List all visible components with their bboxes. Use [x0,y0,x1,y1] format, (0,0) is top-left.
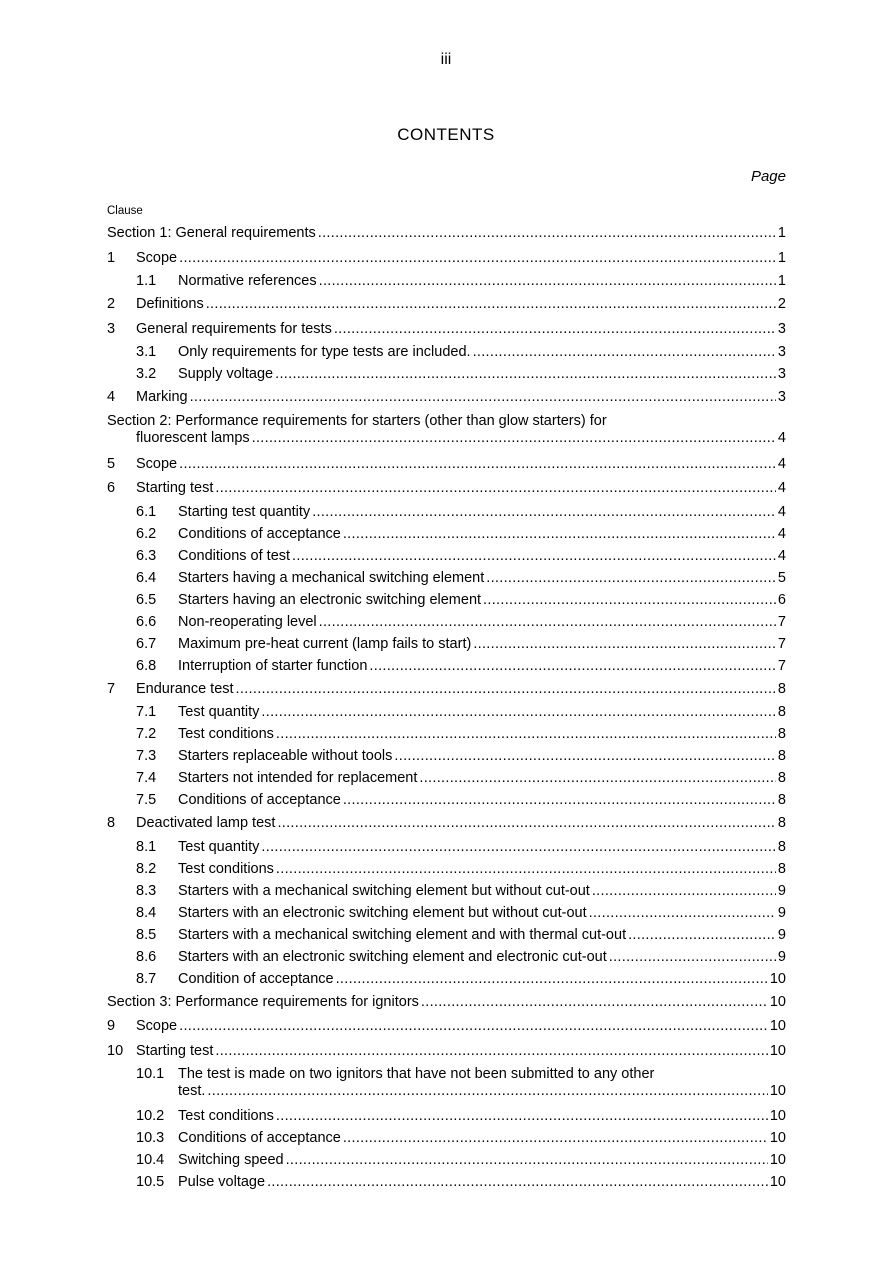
toc-entry[interactable] [107,363,786,385]
toc-page-number: 8 [777,726,786,742]
toc-page-number: 10 [769,1174,786,1190]
dot-leader [276,1105,768,1127]
toc-clause-number: 10.1 [136,1066,165,1082]
toc-page-number: 10 [769,1130,786,1146]
toc-clause-number: 10.4 [136,1152,165,1168]
toc-entry[interactable] [107,1149,786,1171]
toc-page-number: 8 [777,680,786,697]
toc-entry[interactable] [107,968,786,990]
toc-clause-title: Pulse voltage [178,1174,266,1190]
toc-clause-number: 6.4 [136,569,157,586]
toc-clause-number: 8.1 [136,838,157,855]
toc-page-number: 10 [769,970,786,987]
toc-page-number: 10 [769,1042,786,1059]
dot-leader [343,1127,768,1149]
toc-clause-title: Starters replaceable without tools [178,748,393,764]
toc-entry[interactable] [107,677,786,702]
page-title: CONTENTS [397,125,495,144]
dot-leader [394,745,776,767]
toc-clause-title: Interruption of starter function [178,657,368,674]
toc-page-number: 3 [777,366,786,382]
toc-entry[interactable] [107,270,786,292]
toc-clause-title: Conditions of acceptance [178,792,341,808]
toc-entry[interactable] [107,723,786,745]
dot-leader [319,270,776,292]
toc-clause-number: 7.2 [136,726,157,742]
toc-entry[interactable] [107,902,786,924]
toc-entry[interactable] [107,589,786,611]
dot-leader [277,811,775,836]
toc-clause-number: 6.1 [136,503,157,520]
toc-page-number: 9 [777,904,786,921]
toc-entry[interactable] [107,341,786,363]
toc-clause-number: 7.1 [136,704,157,720]
toc-page-number: 1 [777,273,786,289]
toc-clause-title: Scope [136,455,178,472]
toc-page-number: 10 [769,1152,786,1168]
toc-entry[interactable] [107,1105,786,1127]
toc-clause-title: Test quantity [178,704,260,720]
toc-page-number: 7 [777,613,786,630]
toc-entry[interactable] [107,567,786,589]
toc-clause-title: Deactivated lamp test [136,815,276,831]
toc-clause-number: 8.7 [136,970,157,987]
toc-entry[interactable] [107,1127,786,1149]
dot-leader [215,476,776,501]
toc-entry[interactable] [107,1171,786,1193]
toc-entry[interactable] [107,990,786,1015]
toc-page-number: 7 [777,635,786,652]
toc-entry[interactable] [107,946,786,968]
dot-leader [312,501,776,523]
dot-leader [369,655,776,677]
toc-entry[interactable] [107,836,786,858]
toc-page-number: 4 [777,547,786,564]
dot-leader [473,341,776,363]
dot-leader [276,858,776,880]
dot-leader [261,836,776,858]
toc-section-title-cont: fluorescent lamps [136,429,250,446]
toc-clause-title: Definitions [136,296,204,312]
toc-section-title: Section 1: General requirements [107,225,316,241]
toc-clause-title: Starters with a mechanical switching element and with thermal cut-out [178,926,627,943]
toc-entry[interactable] [107,858,786,880]
dot-leader [486,567,776,589]
toc-clause-title: Starters with an electronic switching element and electronic cut-out [178,948,607,965]
dot-leader [609,946,776,968]
toc-clause-title-cont: test. [178,1083,206,1099]
toc-entry[interactable] [107,221,786,246]
toc-page-number: 4 [777,455,786,472]
toc-entry[interactable] [107,246,786,271]
toc-clause-title: Only requirements for type tests are included. [178,344,471,360]
toc-clause-number: 3 [107,320,116,337]
toc-clause-title: Starting test [136,480,214,496]
toc-entry[interactable] [107,611,786,633]
toc-page-number: 2 [777,296,786,312]
toc-clause-number: 6.7 [136,635,157,652]
dot-leader [343,789,776,811]
toc-clause-number: 6.5 [136,591,157,608]
toc-clause-title: Scope [136,1018,178,1034]
toc-clause-number: 10 [107,1042,124,1059]
toc-clause-number: 1 [107,249,116,266]
toc-clause-title: Non-reoperating level [178,613,317,630]
dot-leader [275,363,776,385]
table-of-contents [107,221,786,1193]
toc-clause-title: Starters with a mechanical switching element but without cut-out [178,882,590,899]
dot-leader [206,292,776,317]
toc-entry[interactable] [107,292,786,317]
dot-leader [419,767,776,789]
toc-clause-number: 8.3 [136,882,157,899]
toc-clause-number: 8.5 [136,926,157,943]
dot-leader [318,221,776,246]
toc-clause-title: The test is made on two ignitors that have not been submitted to any other [178,1066,655,1082]
toc-clause-number: 7.3 [136,748,157,764]
toc-clause-number: 7 [107,680,116,697]
toc-clause-title: Test conditions [178,726,274,742]
toc-entry[interactable] [107,655,786,677]
toc-page-number: 8 [777,770,786,786]
toc-clause-number: 7.4 [136,770,157,786]
toc-clause-number: 8.6 [136,948,157,965]
dot-leader [276,723,776,745]
dot-leader [286,1149,768,1171]
toc-entry[interactable] [107,924,786,946]
toc-clause-title: Switching speed [178,1152,284,1168]
toc-page-number: 5 [777,569,786,586]
toc-clause-number: 8.4 [136,904,157,921]
toc-entry[interactable] [107,1063,786,1105]
toc-entry[interactable] [107,385,786,410]
toc-clause-number: 4 [107,389,116,405]
toc-page-number: 9 [777,882,786,899]
toc-page-number: 8 [777,792,786,808]
toc-clause-title: Starters having an electronic switching element [178,591,482,608]
toc-entry[interactable] [107,501,786,523]
dot-leader [334,317,776,342]
toc-clause-title: Test conditions [178,860,274,877]
toc-clause-title: Condition of acceptance [178,970,334,987]
toc-entry[interactable] [107,545,786,567]
toc-page-number: 10 [769,1018,786,1034]
page-number-roman: iii [440,51,452,68]
toc-page-number: 9 [777,926,786,943]
toc-page-number: 3 [777,320,786,337]
toc-page-number: 7 [777,657,786,674]
toc-clause-number: 3.2 [136,366,157,382]
dot-leader [292,545,776,567]
toc-entry[interactable] [107,452,786,477]
dot-leader [190,385,776,410]
toc-entry[interactable] [107,1039,786,1064]
toc-page-number: 10 [769,993,786,1010]
toc-entry[interactable] [107,1014,786,1039]
toc-page-number: 8 [777,748,786,764]
toc-page-number: 4 [777,480,786,496]
dot-leader [628,924,776,946]
toc-clause-number: 8 [107,815,116,831]
toc-page-number: 1 [777,249,786,266]
toc-page-number: 10 [769,1108,786,1124]
toc-clause-number: 3.1 [136,344,157,360]
dot-leader [179,452,776,477]
toc-clause-title: Endurance test [136,680,234,697]
dot-leader [252,430,776,447]
toc-clause-title: Starting test quantity [178,503,311,520]
toc-clause-number: 6.2 [136,525,157,542]
toc-clause-number: 6.8 [136,657,157,674]
toc-clause-title: Starters not intended for replacement [178,770,418,786]
toc-section-title: Section 2: Performance requirements for starters (other than glow starters) for [107,412,607,429]
toc-clause-title: Scope [136,249,178,266]
toc-clause-title: Conditions of acceptance [178,1130,341,1146]
toc-clause-title: Normative references [178,273,317,289]
toc-page-number: 8 [777,838,786,855]
toc-clause-title: Marking [136,389,188,405]
toc-entry[interactable] [107,789,786,811]
toc-entry[interactable] [107,880,786,902]
dot-leader [179,1014,768,1039]
toc-clause-number: 10.5 [136,1174,165,1190]
toc-entry[interactable] [107,745,786,767]
toc-entry[interactable] [107,701,786,723]
dot-leader [483,589,776,611]
toc-page-number: 4 [777,503,786,520]
toc-clause-title: Starters having a mechanical switching element [178,569,485,586]
toc-page-number: 8 [777,815,786,831]
toc-entry[interactable] [107,767,786,789]
toc-entry[interactable] [107,476,786,501]
toc-page-number: 8 [777,860,786,877]
toc-page-number: 10 [769,1083,786,1099]
toc-page-number: 9 [777,948,786,965]
toc-clause-title: Conditions of acceptance [178,525,341,542]
toc-clause-title: Test quantity [178,838,260,855]
toc-clause-number: 7.5 [136,792,157,808]
toc-clause-title: General requirements for tests [136,320,332,337]
dot-leader [215,1039,767,1064]
dot-leader [592,880,776,902]
clause-column-label: Clause [107,205,143,217]
dot-leader [343,523,776,545]
toc-clause-number: 1.1 [136,273,157,289]
toc-clause-title: Conditions of test [178,547,291,564]
toc-page-number: 6 [777,591,786,608]
toc-entry[interactable] [107,633,786,655]
toc-clause-number: 10.3 [136,1130,165,1146]
toc-page-number: 8 [777,704,786,720]
toc-entry[interactable] [107,811,786,836]
toc-clause-number: 9 [107,1018,116,1034]
toc-clause-number: 6 [107,480,116,496]
toc-clause-number: 10.2 [136,1108,165,1124]
toc-page-number: 4 [777,525,786,542]
toc-clause-title: Test conditions [178,1108,274,1124]
toc-clause-title: Supply voltage [178,366,274,382]
dot-leader [267,1171,768,1193]
toc-clause-title: Maximum pre-heat current (lamp fails to start) [178,635,472,652]
toc-entry[interactable] [107,410,786,452]
dot-leader [589,902,776,924]
toc-entry[interactable] [107,317,786,342]
toc-clause-number: 6.6 [136,613,157,630]
toc-clause-number: 6.3 [136,547,157,564]
toc-clause-title: Starters with an electronic switching element but without cut-out [178,904,587,921]
dot-leader [421,990,768,1015]
toc-section-title: Section 3: Performance requirements for ignitors [107,993,419,1010]
toc-page-number: 3 [777,344,786,360]
dot-leader [261,701,776,723]
toc-page-number: 1 [777,225,786,241]
toc-clause-title: Starting test [136,1042,214,1059]
toc-clause-number: 2 [107,296,116,312]
toc-page-number: 4 [777,429,786,446]
toc-clause-number: 8.2 [136,860,157,877]
toc-clause-number: 5 [107,455,116,472]
dot-leader [319,611,776,633]
dot-leader [207,1083,767,1100]
dot-leader [236,677,776,702]
dot-leader [179,246,776,271]
dot-leader [473,633,776,655]
page-column-label: Page [750,168,786,185]
toc-entry[interactable] [107,523,786,545]
toc-page-number: 3 [777,389,786,405]
dot-leader [336,968,768,990]
